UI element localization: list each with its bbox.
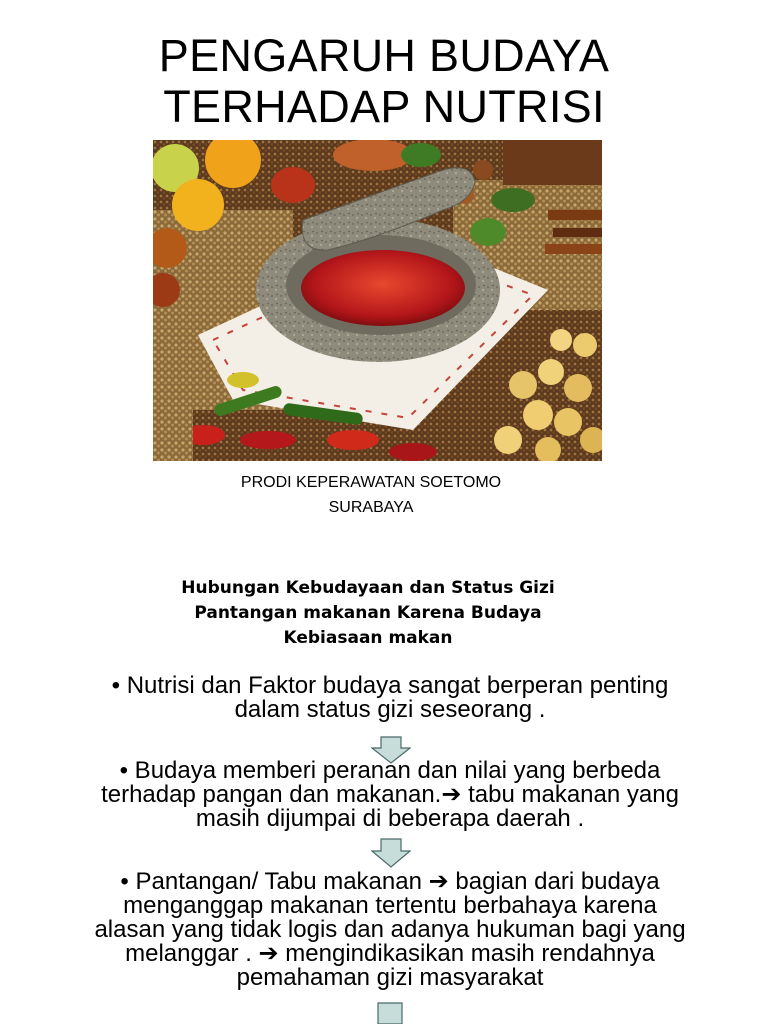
down-arrow-icon — [371, 838, 411, 868]
title-line-2: TERHADAP NUTRISI — [163, 81, 605, 132]
page-title — [0, 30, 768, 132]
bullet-paragraph-1 — [60, 674, 720, 722]
down-arrow-icon — [373, 1002, 407, 1024]
bullet-paragraph-2 — [60, 759, 720, 831]
topic-item: Hubungan Kebudayaan dan Status Gizi — [181, 578, 555, 598]
subtitle-line-2: SURABAYA — [328, 499, 414, 516]
mortar-sambal-photo — [153, 140, 602, 461]
paragraph-line: masih dijumpai di beberapa daerah . — [195, 805, 585, 832]
subtitle-line-1: PRODI KEPERAWATAN SOETOMO — [240, 474, 502, 491]
bullet-paragraph-3 — [60, 870, 720, 990]
subtitle — [0, 470, 742, 520]
paragraph-line: menganggap makanan tertentu berbahaya karena — [123, 892, 657, 919]
paragraph-line: melanggar . ➔ mengindikasikan masih rendahnya — [125, 940, 655, 967]
paragraph-line: alasan yang tidak logis dan adanya hukuman bagi yang — [94, 916, 686, 943]
title-line-1: PENGARUH BUDAYA — [158, 30, 610, 81]
topic-item: Kebiasaan makan — [283, 628, 453, 648]
paragraph-line: dalam status gizi seseorang . — [234, 696, 546, 723]
paragraph-line: • Pantangan/ Tabu makanan ➔ bagian dari budaya — [120, 868, 660, 895]
paragraph-line: • Budaya memberi peranan dan nilai yang berbeda — [119, 757, 661, 784]
topic-list — [0, 576, 736, 651]
topic-item: Pantangan makanan Karena Budaya — [194, 603, 542, 623]
paragraph-line: pemahaman gizi masyarakat — [236, 964, 544, 991]
paragraph-line: terhadap pangan dan makanan.➔ tabu makanan yang — [101, 781, 679, 808]
paragraph-line: • Nutrisi dan Faktor budaya sangat berperan penting — [111, 672, 669, 699]
